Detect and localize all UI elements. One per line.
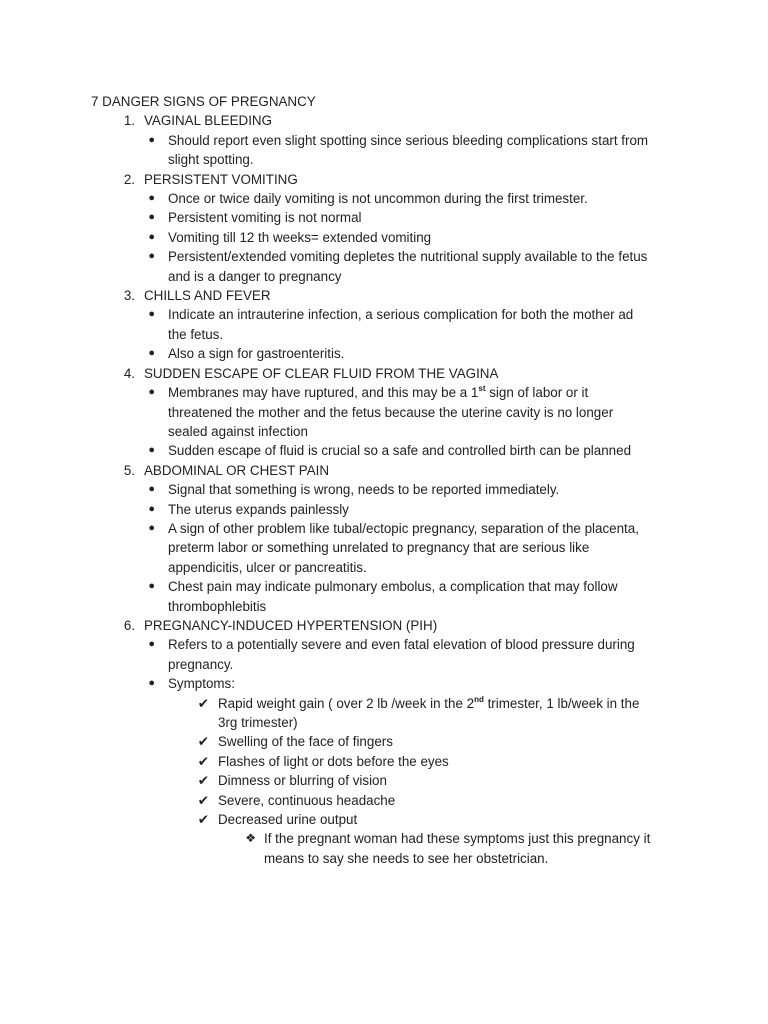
danger-signs-list [91,111,691,868]
bullet-icon: ● [148,580,155,593]
item-text: The uterus expands painlessly [168,501,349,517]
item-text: Once or twice daily vomiting is not uncommon during the first trimester. [168,191,588,207]
symptom-text: Swelling of the face of fingers [218,734,393,750]
section-pregnancy-induced-hypertension [91,616,691,868]
item-text: Should report even slight spotting since serious bleeding complications start from slight spotting. [168,132,649,168]
checkmark-icon: ✔ [197,773,209,789]
checkmark-icon: ✔ [197,792,209,808]
bullet-icon: ● [148,192,155,205]
list-item [91,441,691,460]
bullet-icon: ● [148,386,155,399]
bullet-icon: ● [148,521,155,534]
list-item [91,247,691,286]
symptom-text: Flashes of light or dots before the eyes [218,753,449,769]
symptom-text: Dimness or blurring of vision [218,773,387,789]
section-heading: PREGNANCY-INDUCED HYPERTENSION (PIH) [144,617,438,633]
list-item [91,383,691,441]
bullet-icon: ● [148,444,155,457]
section-number: 4. [123,365,135,381]
list-item [91,500,691,519]
note-text: If the pregnant woman had these symptoms just this pregnancy it means to say she needs to see her obstetrician. [264,831,651,866]
list-item [91,131,691,170]
symptoms-list [91,694,691,830]
symptom-text: Decreased urine output [218,812,358,828]
item-text: Indicate an intrauterine infection, a serious complication for both the mother ad the fetus. [168,307,634,342]
list-item [91,519,691,577]
item-text-part: Membranes may have ruptured, and this may be a 1 [168,385,479,401]
section-heading: VAGINAL BLEEDING [144,113,272,129]
section-heading: CHILLS AND FEVER [144,288,271,304]
section-number: 5. [123,462,135,478]
symptom-item [91,694,691,733]
symptom-item [91,791,691,810]
bullet-icon: ● [148,677,155,690]
list-item [91,635,691,674]
symptom-item [91,732,691,751]
list-item [91,189,691,208]
item-text: Symptoms: [168,676,235,692]
superscript: nd [474,694,484,704]
item-text: Signal that something is wrong, needs to be reported immediately. [168,482,560,498]
bullet-icon: ● [148,211,155,224]
list-item [91,228,691,247]
list-item [91,305,691,344]
document-body [91,92,691,868]
checkmark-icon: ✔ [197,734,209,750]
symptom-text: Severe, continuous headache [218,792,396,808]
bullet-icon: ● [148,250,155,263]
section-heading: ABDOMINAL OR CHEST PAIN [144,462,330,478]
document-title: 7 DANGER SIGNS OF PREGNANCY [91,94,316,109]
section-persistent-vomiting [91,170,691,286]
symptom-text-part: trimester, 1 lb/week in the 3rg trimester) [218,695,640,730]
list-item [91,344,691,363]
item-text: Refers to a potentially severe and even fatal elevation of blood pressure during pregnancy. [168,637,635,672]
item-text: Vomiting till 12 th weeks= extended vomiting [168,229,432,245]
section-number: 6. [123,617,135,633]
list-item [91,577,691,616]
item-text: Chest pain may indicate pulmonary embolus, a complication that may follow thrombophlebitis [168,579,618,614]
bullet-icon: ● [148,502,155,515]
symptom-text [218,694,658,733]
note-list [91,829,691,868]
note-item [91,829,691,868]
bullet-icon: ● [148,133,155,146]
section-abdominal-or-chest-pain [91,461,691,616]
item-text [168,383,654,441]
item-text: Also a sign for gastroenteritis. [168,346,345,362]
checkmark-icon: ✔ [197,812,209,828]
symptom-item [91,810,691,829]
list-item [91,480,691,499]
superscript: st [478,384,486,394]
section-chills-and-fever [91,286,691,364]
section-heading: SUDDEN ESCAPE OF CLEAR FLUID FROM THE VAGINA [144,365,499,381]
bullet-icon: ● [148,483,155,496]
list-item [91,674,691,693]
list-item [91,208,691,227]
checkmark-icon: ✔ [197,753,209,769]
section-vaginal-bleeding [91,111,691,169]
checkmark-icon: ✔ [197,695,209,711]
symptom-text-part: Rapid weight gain ( over 2 lb /week in the 2 [218,695,475,711]
bullet-icon: ● [148,308,155,321]
symptom-item [91,771,691,790]
symptom-item [91,752,691,771]
diamond-bullet-icon: ❖ [245,831,256,846]
item-text: Sudden escape of fluid is crucial so a safe and controlled birth can be planned [168,443,632,459]
bullet-icon: ● [148,347,155,360]
bullet-icon: ● [148,230,155,243]
item-text-part: sign of labor or it threatened the mother and the fetus because the uterine cavity is no longer sealed against infection [168,385,614,439]
section-number: 2. [123,171,135,187]
item-text: A sign of other problem like tubal/ectopic pregnancy, separation of the placenta, preterm labor or something unrelated to pregnancy that are serious like appendicitis, ulcer or pancreatitis. [168,520,639,575]
section-sudden-escape-of-fluid [91,364,691,461]
bullet-icon: ● [148,638,155,651]
section-number: 1. [123,113,135,129]
item-text: Persistent/extended vomiting depletes the nutritional supply available to the fetus and is a danger to pregnancy [168,249,648,284]
section-heading: PERSISTENT VOMITING [144,171,298,187]
section-number: 3. [123,288,135,304]
item-text: Persistent vomiting is not normal [168,210,362,226]
